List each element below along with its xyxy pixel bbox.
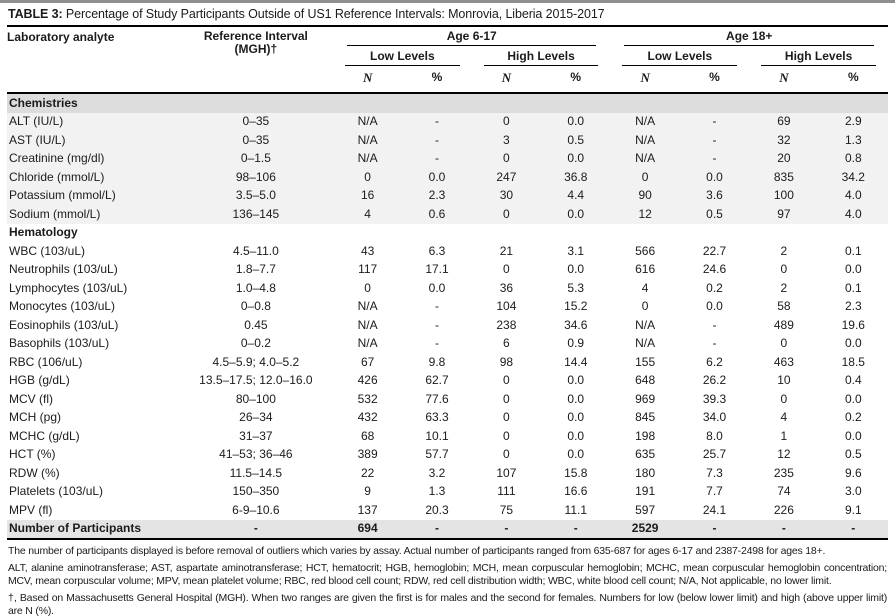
value-cell: 0 bbox=[503, 373, 510, 387]
value-cell: 0.0 bbox=[567, 373, 585, 387]
table-header bbox=[7, 27, 888, 93]
value-cell: 0.0 bbox=[567, 447, 585, 461]
value-cell: 0.8 bbox=[819, 150, 888, 169]
col-header-n: N bbox=[749, 66, 818, 93]
value-cell: 3.6 bbox=[680, 187, 749, 206]
table-row bbox=[7, 187, 888, 206]
reference-cell: 150–350 bbox=[232, 484, 280, 498]
value-cell: 20 bbox=[749, 150, 818, 169]
totals-value-cell: - bbox=[402, 520, 471, 540]
value-cell: 16 bbox=[333, 187, 402, 206]
value-cell: 835 bbox=[749, 168, 818, 187]
analyte-cell: ALT (IU/L) bbox=[7, 113, 179, 132]
value-cell: 107 bbox=[496, 465, 517, 480]
value-cell: 0.0 bbox=[844, 391, 862, 406]
value-cell: 247 bbox=[472, 168, 541, 187]
section-label: Chemistries bbox=[7, 93, 888, 113]
value-cell: 97 bbox=[749, 205, 818, 224]
table-row bbox=[7, 150, 888, 169]
value-cell: 198 bbox=[635, 428, 656, 443]
value-cell: - bbox=[435, 336, 440, 350]
table-row bbox=[7, 409, 888, 428]
value-cell: 845 bbox=[635, 410, 656, 424]
value-cell: - bbox=[402, 113, 471, 132]
value-cell: 1.3 bbox=[428, 484, 446, 498]
value-cell: 2.3 bbox=[844, 299, 862, 313]
analyte-cell: AST (IU/L) bbox=[7, 131, 179, 150]
analyte-cell: Neutrophils (103/uL) bbox=[9, 262, 118, 276]
value-cell: 0.5 bbox=[680, 205, 749, 224]
value-cell: - bbox=[712, 317, 717, 332]
analyte-cell: RBC (106/uL) bbox=[9, 354, 83, 369]
analyte-cell: MCHC (g/dL) bbox=[9, 428, 80, 443]
header-row-groups bbox=[7, 27, 888, 46]
value-cell: 12 bbox=[777, 447, 791, 461]
value-cell: 0 bbox=[472, 150, 541, 169]
value-cell: 0 bbox=[503, 428, 510, 443]
table-row bbox=[7, 483, 888, 502]
value-cell: 36 bbox=[499, 280, 514, 295]
value-cell: 67 bbox=[360, 354, 375, 369]
value-cell: 90 bbox=[610, 187, 679, 206]
value-cell: 15.2 bbox=[564, 299, 588, 313]
analyte-cell: HCT (%) bbox=[9, 447, 56, 461]
table-row bbox=[7, 464, 888, 483]
value-cell: 155 bbox=[635, 354, 656, 369]
value-cell: 0 bbox=[503, 391, 510, 406]
value-cell: 0 bbox=[472, 205, 541, 224]
value-cell: 180 bbox=[635, 465, 656, 480]
col-subgroup-low-6-17: Low Levels bbox=[333, 46, 472, 66]
value-cell: 0 bbox=[503, 410, 510, 424]
totals-value-cell: - bbox=[749, 520, 818, 540]
value-cell: 432 bbox=[357, 410, 378, 424]
value-cell: 8.0 bbox=[706, 428, 723, 443]
value-cell: N/A bbox=[333, 150, 402, 169]
value-cell: 20.3 bbox=[425, 502, 449, 517]
value-cell: 0.0 bbox=[844, 428, 862, 443]
value-cell: 3.1 bbox=[567, 243, 585, 258]
value-cell: 22.7 bbox=[702, 243, 727, 258]
value-cell: 0.0 bbox=[402, 168, 471, 187]
value-cell: 0 bbox=[610, 168, 679, 187]
value-cell: 19.6 bbox=[841, 317, 865, 332]
table-row bbox=[7, 168, 888, 187]
table-row bbox=[7, 113, 888, 132]
analyte-cell: Sodium (mmol/L) bbox=[7, 205, 179, 224]
value-cell: 34.0 bbox=[702, 410, 727, 424]
section-header-row bbox=[7, 224, 888, 243]
value-cell: 111 bbox=[497, 484, 516, 498]
value-cell: 18.5 bbox=[841, 354, 865, 369]
reference-cell: 4.5–5.9; 4.0–5.2 bbox=[212, 354, 300, 369]
value-cell: 6.2 bbox=[706, 354, 723, 369]
value-cell: 17.1 bbox=[425, 262, 449, 276]
table-row bbox=[7, 335, 888, 354]
table-row bbox=[7, 242, 888, 261]
value-cell: - bbox=[402, 131, 471, 150]
value-cell: 75 bbox=[499, 502, 514, 517]
col-header-n: N bbox=[610, 66, 679, 93]
value-cell: 0.0 bbox=[541, 150, 610, 169]
table-body bbox=[7, 93, 888, 539]
reference-cell: 98–106 bbox=[179, 168, 333, 187]
analyte-cell: Chloride (mmol/L) bbox=[7, 168, 179, 187]
analyte-cell: RDW (%) bbox=[9, 465, 60, 480]
value-cell: 0 bbox=[503, 262, 510, 276]
value-cell: 100 bbox=[749, 187, 818, 206]
value-cell: 62.7 bbox=[425, 373, 449, 387]
value-cell: 238 bbox=[496, 317, 517, 332]
value-cell: 57.7 bbox=[425, 447, 449, 461]
col-subgroup-low-18plus: Low Levels bbox=[610, 46, 749, 66]
reference-header-line1: Reference Interval bbox=[203, 29, 308, 43]
value-cell: 7.7 bbox=[706, 484, 723, 498]
value-cell: 21 bbox=[499, 243, 514, 258]
col-header-analyte: Laboratory analyte bbox=[7, 27, 179, 93]
value-cell: 0.5 bbox=[844, 447, 862, 461]
col-header-pct: % bbox=[680, 66, 749, 93]
reference-cell: 0–35 bbox=[179, 113, 333, 132]
col-header-pct: % bbox=[819, 66, 888, 93]
table-row bbox=[7, 390, 888, 409]
reference-cell: 13.5–17.5; 12.0–16.0 bbox=[199, 373, 313, 387]
reference-cell: 0–35 bbox=[179, 131, 333, 150]
totals-value-cell: - bbox=[819, 520, 888, 540]
value-cell: 0.0 bbox=[567, 410, 585, 424]
value-cell: 2.9 bbox=[819, 113, 888, 132]
value-cell: 6 bbox=[503, 336, 510, 350]
value-cell: 426 bbox=[357, 373, 378, 387]
col-group-age-18plus: Age 18+ bbox=[610, 27, 888, 46]
reference-cell: 0.45 bbox=[244, 317, 268, 332]
value-cell: 389 bbox=[357, 447, 378, 461]
table-row bbox=[7, 316, 888, 335]
reference-cell: 1.8–7.7 bbox=[235, 262, 276, 276]
col-header-pct: % bbox=[402, 66, 471, 93]
table-title-text: Percentage of Study Participants Outside of US1 Reference Intervals: Monrovia, Liberia 2015-2017 bbox=[65, 7, 605, 21]
value-cell: N/A bbox=[357, 299, 378, 313]
value-cell: 0.0 bbox=[428, 280, 446, 295]
value-cell: - bbox=[435, 317, 440, 332]
value-cell: - bbox=[435, 299, 440, 313]
value-cell: 0 bbox=[364, 280, 371, 295]
value-cell: 463 bbox=[773, 354, 794, 369]
value-cell: 2 bbox=[780, 243, 788, 258]
value-cell: 32 bbox=[749, 131, 818, 150]
value-cell: 648 bbox=[635, 373, 656, 387]
value-cell: 39.3 bbox=[702, 391, 727, 406]
reference-cell: 1.0–4.8 bbox=[235, 280, 276, 295]
value-cell: 9.6 bbox=[844, 465, 862, 480]
value-cell: 117 bbox=[358, 262, 378, 276]
col-header-reference bbox=[179, 27, 333, 93]
value-cell: 26.2 bbox=[702, 373, 727, 387]
table-row bbox=[7, 279, 888, 298]
value-cell: 0.4 bbox=[844, 373, 862, 387]
value-cell: 14.4 bbox=[564, 354, 588, 369]
reference-cell: 0–0.8 bbox=[240, 299, 271, 313]
value-cell: 0.0 bbox=[541, 113, 610, 132]
analyte-cell: HGB (g/dL) bbox=[9, 373, 70, 387]
value-cell: N/A bbox=[357, 336, 378, 350]
table-title bbox=[7, 3, 888, 27]
value-cell: 0.1 bbox=[844, 280, 862, 295]
totals-row bbox=[7, 520, 888, 540]
table-row bbox=[7, 298, 888, 317]
table-row bbox=[7, 427, 888, 446]
value-cell: 0.6 bbox=[402, 205, 471, 224]
value-cell: 969 bbox=[635, 391, 656, 406]
table-row bbox=[7, 205, 888, 224]
analyte-cell: Creatinine (mg/dl) bbox=[7, 150, 179, 169]
reference-cell: 0–0.2 bbox=[240, 336, 271, 350]
value-cell: - bbox=[402, 150, 471, 169]
table-row bbox=[7, 446, 888, 465]
table-row bbox=[7, 372, 888, 391]
totals-value-cell: 2529 bbox=[610, 520, 679, 540]
value-cell: 226 bbox=[773, 502, 794, 517]
value-cell: 30 bbox=[472, 187, 541, 206]
value-cell: N/A bbox=[333, 131, 402, 150]
value-cell: 4.0 bbox=[819, 187, 888, 206]
value-cell: 12 bbox=[610, 205, 679, 224]
value-cell: 24.1 bbox=[702, 502, 727, 517]
value-cell: 25.7 bbox=[702, 447, 727, 461]
value-cell: 4.0 bbox=[819, 205, 888, 224]
section-header-row bbox=[7, 93, 888, 113]
value-cell: 532 bbox=[357, 391, 378, 406]
reference-cell: 31–37 bbox=[239, 428, 273, 443]
col-header-n: N bbox=[333, 66, 402, 93]
value-cell: 4 bbox=[780, 410, 788, 424]
value-cell: - bbox=[712, 336, 717, 350]
value-cell: 2.3 bbox=[402, 187, 471, 206]
analyte-cell: Basophils (103/uL) bbox=[9, 336, 110, 350]
value-cell: 0 bbox=[641, 299, 649, 313]
value-cell: 5.3 bbox=[567, 280, 585, 295]
value-cell: 0 bbox=[780, 391, 788, 406]
value-cell: 0.5 bbox=[541, 131, 610, 150]
value-cell: 9.8 bbox=[428, 354, 446, 369]
value-cell: 4 bbox=[641, 280, 649, 295]
value-cell: 489 bbox=[773, 317, 794, 332]
value-cell: 36.8 bbox=[541, 168, 610, 187]
value-cell: 235 bbox=[773, 465, 794, 480]
analyte-cell: Monocytes (103/uL) bbox=[9, 299, 116, 313]
totals-label: Number of Participants bbox=[7, 520, 179, 540]
reference-cell: 3.5–5.0 bbox=[179, 187, 333, 206]
value-cell: 15.8 bbox=[564, 465, 588, 480]
value-cell: - bbox=[680, 150, 749, 169]
value-cell: 98 bbox=[499, 354, 514, 369]
section-label: Hematology bbox=[9, 225, 78, 239]
reference-cell: 4.5–11.0 bbox=[232, 243, 279, 258]
col-group-age-6-17: Age 6-17 bbox=[333, 27, 611, 46]
value-cell: 7.3 bbox=[706, 465, 723, 480]
value-cell: 191 bbox=[635, 484, 656, 498]
value-cell: 0 bbox=[333, 168, 402, 187]
analyte-cell: MCV (fl) bbox=[9, 391, 53, 406]
value-cell: - bbox=[680, 113, 749, 132]
analyte-cell: MPV (fl) bbox=[9, 502, 53, 517]
data-table bbox=[7, 27, 888, 540]
analyte-cell: Potassium (mmol/L) bbox=[7, 187, 179, 206]
value-cell: 11.1 bbox=[564, 502, 587, 517]
value-cell: 597 bbox=[635, 502, 656, 517]
reference-cell: 0–1.5 bbox=[179, 150, 333, 169]
value-cell: 0.0 bbox=[706, 299, 723, 313]
value-cell: 0.0 bbox=[844, 262, 862, 276]
value-cell: N/A bbox=[610, 131, 679, 150]
value-cell: 0.2 bbox=[706, 280, 723, 295]
value-cell: 1 bbox=[780, 428, 788, 443]
value-cell: 69 bbox=[749, 113, 818, 132]
value-cell: 68 bbox=[360, 428, 375, 443]
value-cell: 63.3 bbox=[425, 410, 449, 424]
col-subgroup-high-6-17: High Levels bbox=[472, 46, 611, 66]
reference-cell: 80–100 bbox=[235, 391, 276, 406]
value-cell: 616 bbox=[635, 262, 656, 276]
value-cell: 58 bbox=[777, 299, 791, 313]
footnote-participants: The number of participants displayed is before removal of outliers which varies by assay. Actual number of participants ranged from 635-687 for ages 6-17 and 2387-2498 for ages 18+. bbox=[8, 545, 826, 557]
totals-reference-cell: - bbox=[179, 520, 333, 540]
totals-value-cell: - bbox=[472, 520, 541, 540]
reference-cell: 41–53; 36–46 bbox=[219, 447, 293, 461]
reference-cell: 26–34 bbox=[239, 410, 273, 424]
footnote-dagger: †, Based on Massachusetts General Hospital (MGH). When two ranges are given the first is for males and the second for females. Numbers for low (below lower limit) and high (above upper limit) are N (%). bbox=[8, 591, 887, 616]
value-cell: 34.2 bbox=[819, 168, 888, 187]
reference-cell: 11.5–14.5 bbox=[229, 465, 283, 480]
value-cell: N/A bbox=[333, 113, 402, 132]
value-cell: 74 bbox=[777, 484, 791, 498]
value-cell: 24.6 bbox=[702, 262, 727, 276]
value-cell: 0 bbox=[780, 262, 788, 276]
value-cell: 3 bbox=[472, 131, 541, 150]
analyte-cell: Platelets (103/uL) bbox=[9, 484, 104, 498]
col-subgroup-high-18plus: High Levels bbox=[749, 46, 888, 66]
value-cell: 0 bbox=[780, 336, 788, 350]
value-cell: N/A bbox=[357, 317, 378, 332]
value-cell: 0.0 bbox=[567, 428, 585, 443]
value-cell: N/A bbox=[635, 317, 656, 332]
col-header-pct: % bbox=[541, 66, 610, 93]
value-cell: 6.3 bbox=[428, 243, 446, 258]
table-row bbox=[7, 353, 888, 372]
value-cell: N/A bbox=[610, 150, 679, 169]
analyte-cell: WBC (103/uL) bbox=[9, 243, 86, 258]
reference-cell: 6-9–10.6 bbox=[232, 502, 280, 517]
value-cell: 10 bbox=[777, 373, 791, 387]
value-cell: N/A bbox=[610, 113, 679, 132]
value-cell: 104 bbox=[496, 299, 517, 313]
value-cell: 0 bbox=[503, 447, 510, 461]
value-cell: 34.6 bbox=[564, 317, 588, 332]
value-cell: 0 bbox=[472, 113, 541, 132]
value-cell: 9.1 bbox=[844, 502, 862, 517]
footnote-abbreviations: ALT, alanine aminotransferase; AST, aspartate aminotransferase; HCT, hematocrit; HGB, hemoglobin; MCH, mean corpuscular hemoglobin; MCHC, mean corpuscular hemoglobin concentration; MCV, mean corpuscular volume; MPV, mean platelet volume; RBC, red blood cell count; RDW, red cell distribution width; WBC, white blood cell count; N/A, Not applicable, no lower limit. bbox=[8, 561, 887, 587]
value-cell: 0.0 bbox=[541, 205, 610, 224]
analyte-cell: MCH (pg) bbox=[9, 410, 62, 424]
value-cell: 3.0 bbox=[844, 484, 862, 498]
reference-header-line2: (MGH)† bbox=[234, 42, 278, 56]
table-footnotes bbox=[7, 540, 888, 616]
value-cell: 566 bbox=[635, 243, 656, 258]
value-cell: 2 bbox=[780, 280, 788, 295]
value-cell: 10.1 bbox=[425, 428, 449, 443]
value-cell: 635 bbox=[635, 447, 656, 461]
value-cell: 1.3 bbox=[819, 131, 888, 150]
col-header-n: N bbox=[472, 66, 541, 93]
value-cell: 77.6 bbox=[425, 391, 449, 406]
analyte-cell: Lymphocytes (103/uL) bbox=[9, 280, 128, 295]
value-cell: N/A bbox=[635, 336, 656, 350]
value-cell: 0.2 bbox=[844, 410, 862, 424]
value-cell: 0.0 bbox=[567, 391, 585, 406]
table-number-label: TABLE 3: bbox=[8, 7, 63, 21]
value-cell: 0.0 bbox=[680, 168, 749, 187]
value-cell: 4.4 bbox=[541, 187, 610, 206]
value-cell: 0.0 bbox=[567, 262, 585, 276]
value-cell: 0.0 bbox=[844, 336, 862, 350]
table-row bbox=[7, 501, 888, 520]
value-cell: 4 bbox=[333, 205, 402, 224]
value-cell: 137 bbox=[357, 502, 378, 517]
value-cell: 3.2 bbox=[428, 465, 446, 480]
table-row bbox=[7, 261, 888, 280]
value-cell: 43 bbox=[360, 243, 375, 258]
analyte-cell: Eosinophils (103/uL) bbox=[9, 317, 119, 332]
value-cell: 0.1 bbox=[844, 243, 862, 258]
value-cell: - bbox=[680, 131, 749, 150]
value-cell: 22 bbox=[360, 465, 375, 480]
totals-value-cell: - bbox=[541, 520, 610, 540]
table-row bbox=[7, 131, 888, 150]
value-cell: 0.9 bbox=[567, 336, 585, 350]
totals-value-cell: 694 bbox=[333, 520, 402, 540]
reference-cell: 136–145 bbox=[179, 205, 333, 224]
value-cell: 16.6 bbox=[564, 484, 588, 498]
value-cell: 9 bbox=[364, 484, 371, 498]
totals-value-cell: - bbox=[680, 520, 749, 540]
